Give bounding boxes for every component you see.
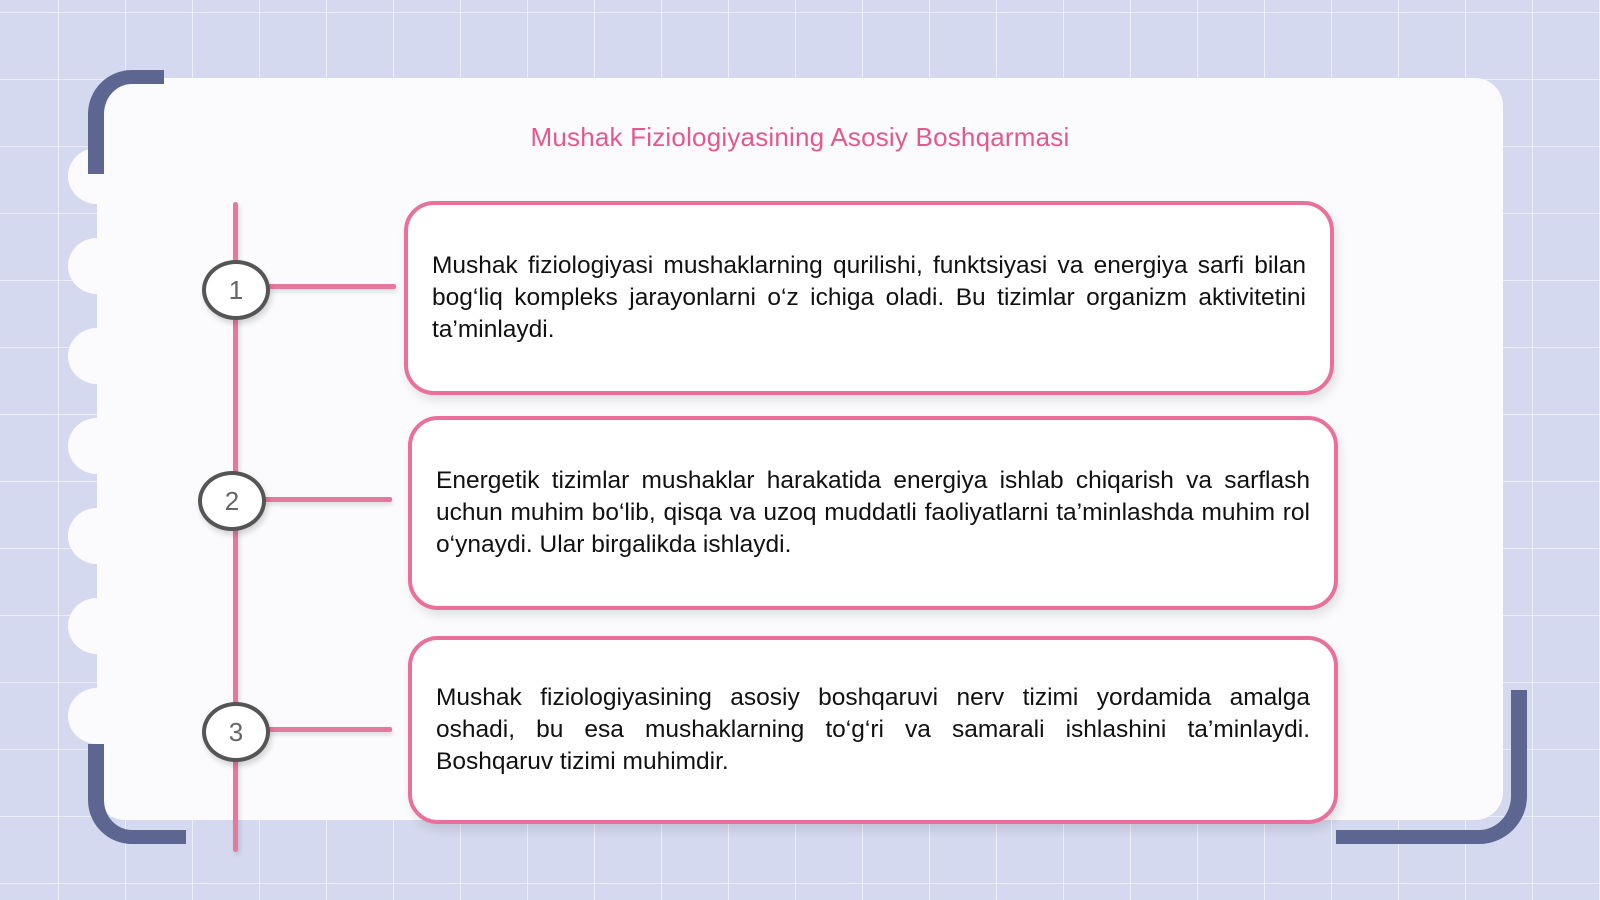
timeline-connector-2 <box>262 497 392 502</box>
corner-bracket-bottom-left <box>88 744 186 844</box>
step-number-1: 1 <box>202 260 270 320</box>
notebook-edge-bump <box>68 508 126 564</box>
timeline-connector-3 <box>266 727 392 732</box>
corner-bracket-bottom-right <box>1336 690 1527 844</box>
step-number-3: 3 <box>202 702 270 762</box>
timeline-connector-1 <box>266 284 396 289</box>
notebook-edge-bump <box>68 688 126 744</box>
step-number-2: 2 <box>198 471 266 531</box>
step-box-3 <box>408 636 1338 824</box>
step-text-1: Mushak fiziologiyasi mushaklarning qurilishi, funktsiyasi va energiya sarfi bilan bog‘liq kompleks jarayonlarni o‘z ichiga oladi. Bu tizimlar organizm aktivitetini ta’minlaydi. <box>432 252 1306 343</box>
slide-title: Mushak Fiziologiyasining Asosiy Boshqarmasi <box>530 122 1070 152</box>
notebook-edge-bump <box>68 418 126 474</box>
notebook-edge-bump <box>68 598 126 654</box>
step-box-2 <box>408 416 1338 610</box>
step-text-2: Energetik tizimlar mushaklar harakatida energiya ishlab chiqarish va sarflash uchun muhim bo‘lib, qisqa va uzoq muddatli faoliyatlarni ta’minlashda muhim rol o‘ynaydi. Ular birgalikda ishlaydi. <box>436 467 1310 558</box>
step-text-3: Mushak fiziologiyasining asosiy boshqaruvi nerv tizimi yordamida amalga oshadi, bu esa mushaklarning to‘g‘ri va samarali ishlashini ta’minlaydi. Boshqaruv tizimi muhimdir. <box>436 684 1310 775</box>
step-box-1 <box>404 201 1334 395</box>
notebook-edge-bump <box>68 238 126 294</box>
notebook-edge-bump <box>68 328 126 384</box>
